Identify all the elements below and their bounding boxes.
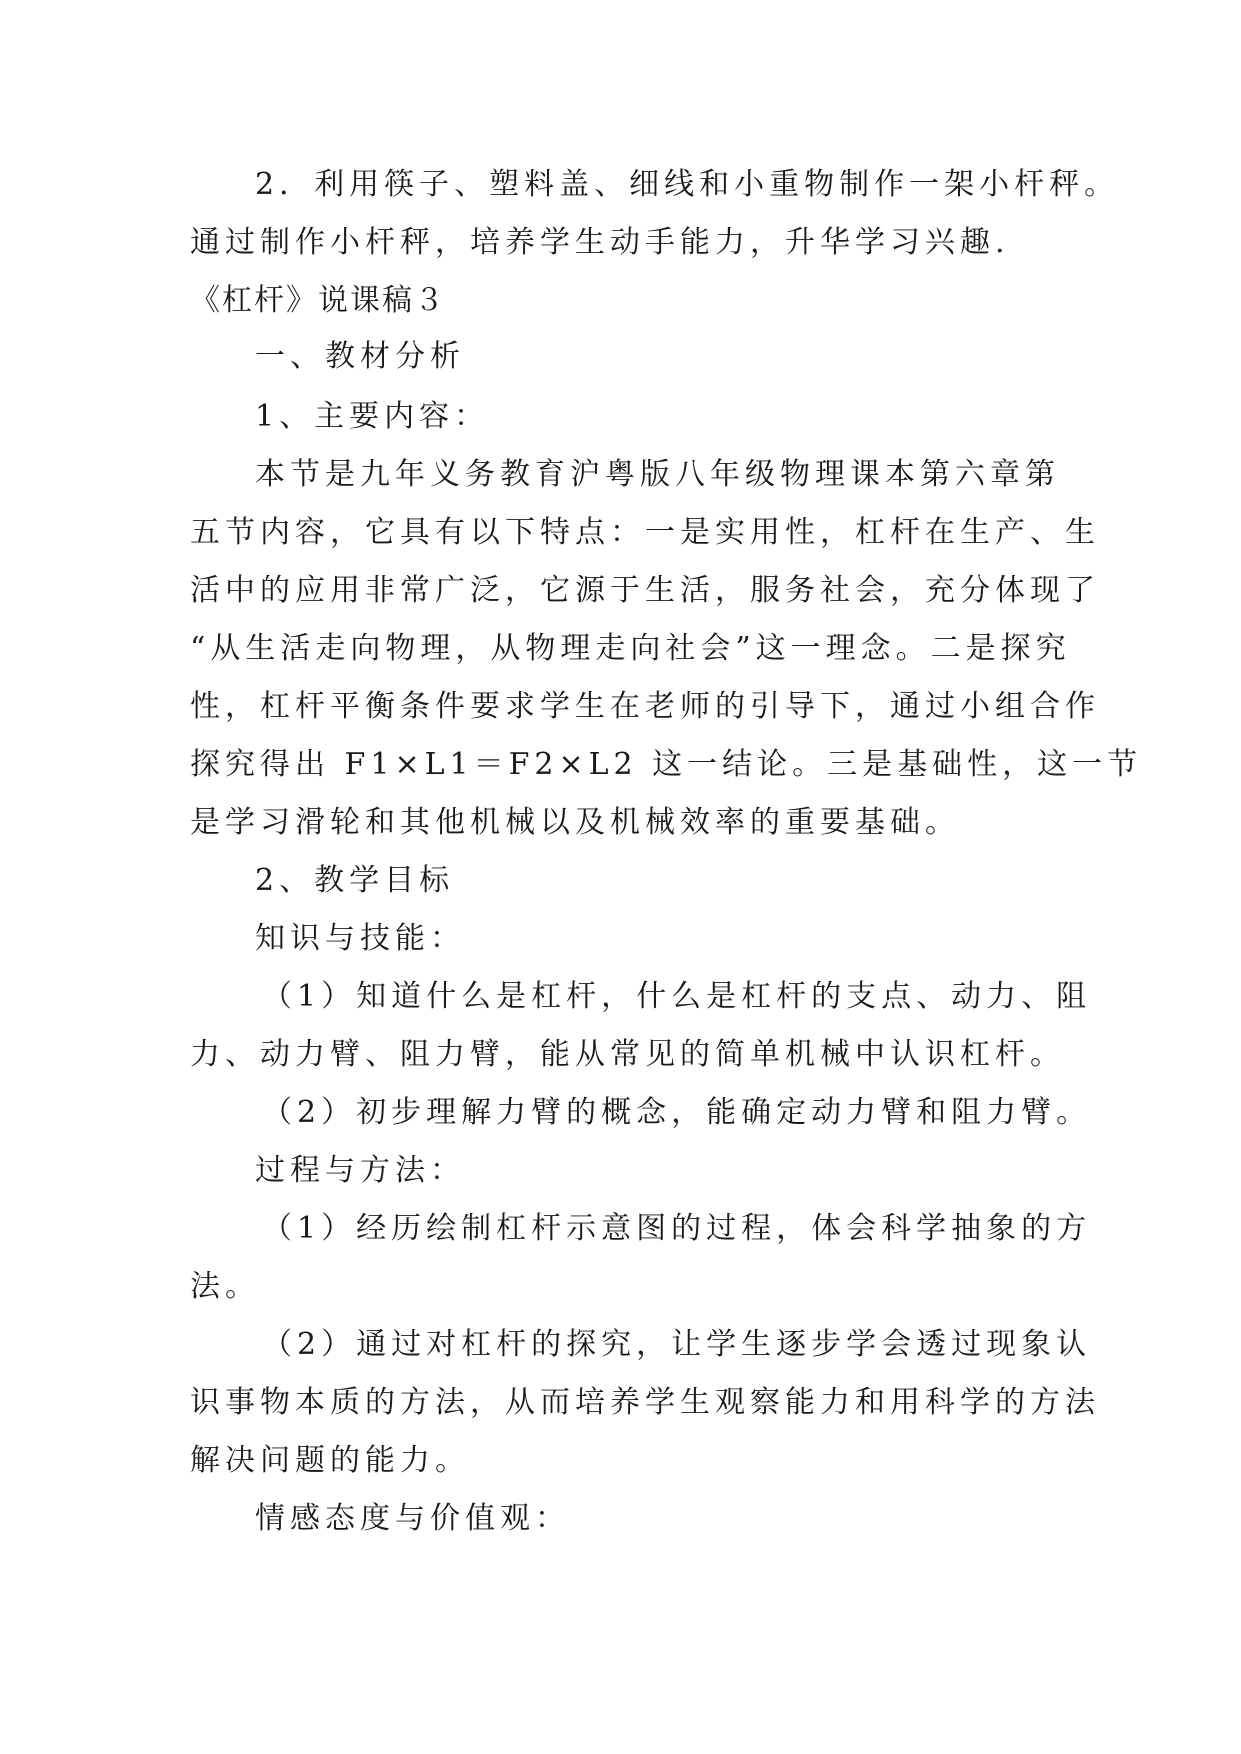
paragraph-line: 通过制作小杆秤，培养学生动手能力，升华学习兴趣. <box>190 225 1010 260</box>
paragraph-line: （2）初步理解力臂的概念，能确定动力臂和阻力臂。 <box>262 1095 1092 1130</box>
section-title: 《杠杆》说课稿３ <box>190 283 446 318</box>
paragraph-line: 活中的应用非常广泛，它源于生活，服务社会，充分体现了 <box>190 573 1100 608</box>
paragraph-line: 是学习滑轮和其他机械以及机械效率的重要基础。 <box>190 805 960 840</box>
subsection-heading: 1、主要内容： <box>255 399 490 434</box>
paragraph-line: 力、动力臂、阻力臂，能从常见的简单机械中认识杠杆。 <box>190 1037 1065 1072</box>
subheading: 知识与技能： <box>255 921 465 956</box>
subheading: 过程与方法： <box>255 1153 465 1188</box>
paragraph-line: 识事物本质的方法，从而培养学生观察能力和用科学的方法 <box>190 1385 1100 1420</box>
paragraph-line: 2．利用筷子、塑料盖、细线和小重物制作一架小杆秤。 <box>255 167 1120 202</box>
paragraph-line: 本节是九年义务教育沪粤版八年级物理课本第六章第 <box>255 457 1060 492</box>
subheading: 情感态度与价值观： <box>255 1501 570 1536</box>
paragraph-line: （1）知道什么是杠杆，什么是杠杆的支点、动力、阻 <box>262 979 1092 1014</box>
section-heading: 一、教材分析 <box>255 339 465 374</box>
paragraph-line: 法。 <box>190 1269 260 1304</box>
paragraph-line: 性，杠杆平衡条件要求学生在老师的引导下，通过小组合作 <box>190 689 1100 724</box>
paragraph-line: 五节内容，它具有以下特点：一是实用性，杠杆在生产、生 <box>190 515 1100 550</box>
paragraph-line: 解决问题的能力。 <box>190 1443 470 1478</box>
paragraph-line: 探究得出 F1×L1＝F2×L2 这一结论。三是基础性，这一节 <box>190 747 1143 782</box>
paragraph-line: （2）通过对杠杆的探究，让学生逐步学会透过现象认 <box>262 1327 1092 1362</box>
subsection-heading: 2、教学目标 <box>255 863 455 898</box>
paragraph-line: “从生活走向物理，从物理走向社会”这一理念。二是探究 <box>190 631 1071 666</box>
paragraph-line: （1）经历绘制杠杆示意图的过程，体会科学抽象的方 <box>262 1211 1092 1246</box>
